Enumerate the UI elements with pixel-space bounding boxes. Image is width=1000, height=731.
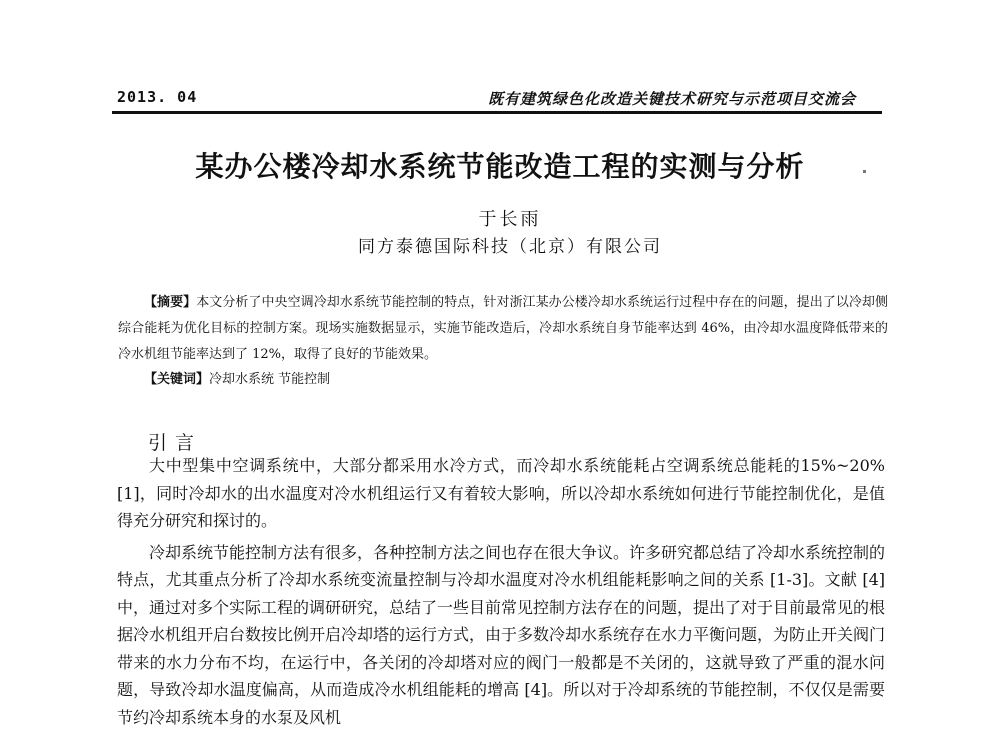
keywords [144, 368, 330, 387]
section-heading: 引言 [148, 428, 202, 455]
keywords-text: 冷却水系统 节能控制 [209, 372, 330, 387]
paper-title: 某办公楼冷却水系统节能改造工程的实测与分析 [0, 145, 1000, 185]
abstract [118, 290, 888, 368]
author-affiliation: 同方泰德国际科技（北京）有限公司 [0, 232, 1000, 257]
abstract-label: 【摘要】 [144, 295, 196, 310]
paper-author: 于长雨 [0, 205, 1000, 231]
keywords-label: 【关键词】 [144, 372, 209, 387]
conference-name: 既有建筑绿色化改造关键技术研究与示范项目交流会 [488, 88, 856, 109]
section-body [117, 452, 885, 731]
body-paragraph: 冷却系统节能控制方法有很多，各种控制方法之间也存在很大争议。许多研究都总结了冷却水系统控制的特点，尤其重点分析了冷却水系统变流量控制与冷却水温度对冷水机组能耗影响之间的关系 [1-3]。文献 [4] 中，通过对多个实际工程的调研研究，总结了一些目前常见控制方法存在的问题，提出了对于目前最常见的根据冷水机组开启台数按比例开启冷却塔的运行方式，由于多数冷却水系统存在水力平衡问题，为防止开关阀门带来的水力分布不均，在运行中，各关闭的冷却塔对应的阀门一般都是不关闭的，这就导致了严重的混水问题，导致冷却水温度偏高，从而造成冷水机组能耗的增高 [4]。所以对于冷却系统的节能控制，不仅仅是需要节约冷却系统本身的水泵及风机 [117, 539, 885, 731]
body-paragraph: 大中型集中空调系统中，大部分都采用水冷方式，而冷却水系统能耗占空调系统总能耗的15%~20%[1]，同时冷却水的出水温度对冷水机组运行又有着较大影响，所以冷却水系统如何进行节能控制优化，是值得充分研究和探讨的。 [117, 452, 885, 535]
header-rule [112, 111, 882, 114]
scan-speck [863, 170, 866, 173]
abstract-text: 本文分析了中央空调冷却水系统节能控制的特点，针对浙江某办公楼冷却水系统运行过程中存在的问题，提出了以冷却侧综合能耗为优化目标的控制方案。现场实施数据显示，实施节能改造后，冷却水系统自身节能率达到 46%，由冷却水温度降低带来的冷水机组节能率达到了 12%，取得了良好的节能效果。 [118, 295, 888, 362]
journal-issue: 2013. 04 [117, 88, 197, 106]
